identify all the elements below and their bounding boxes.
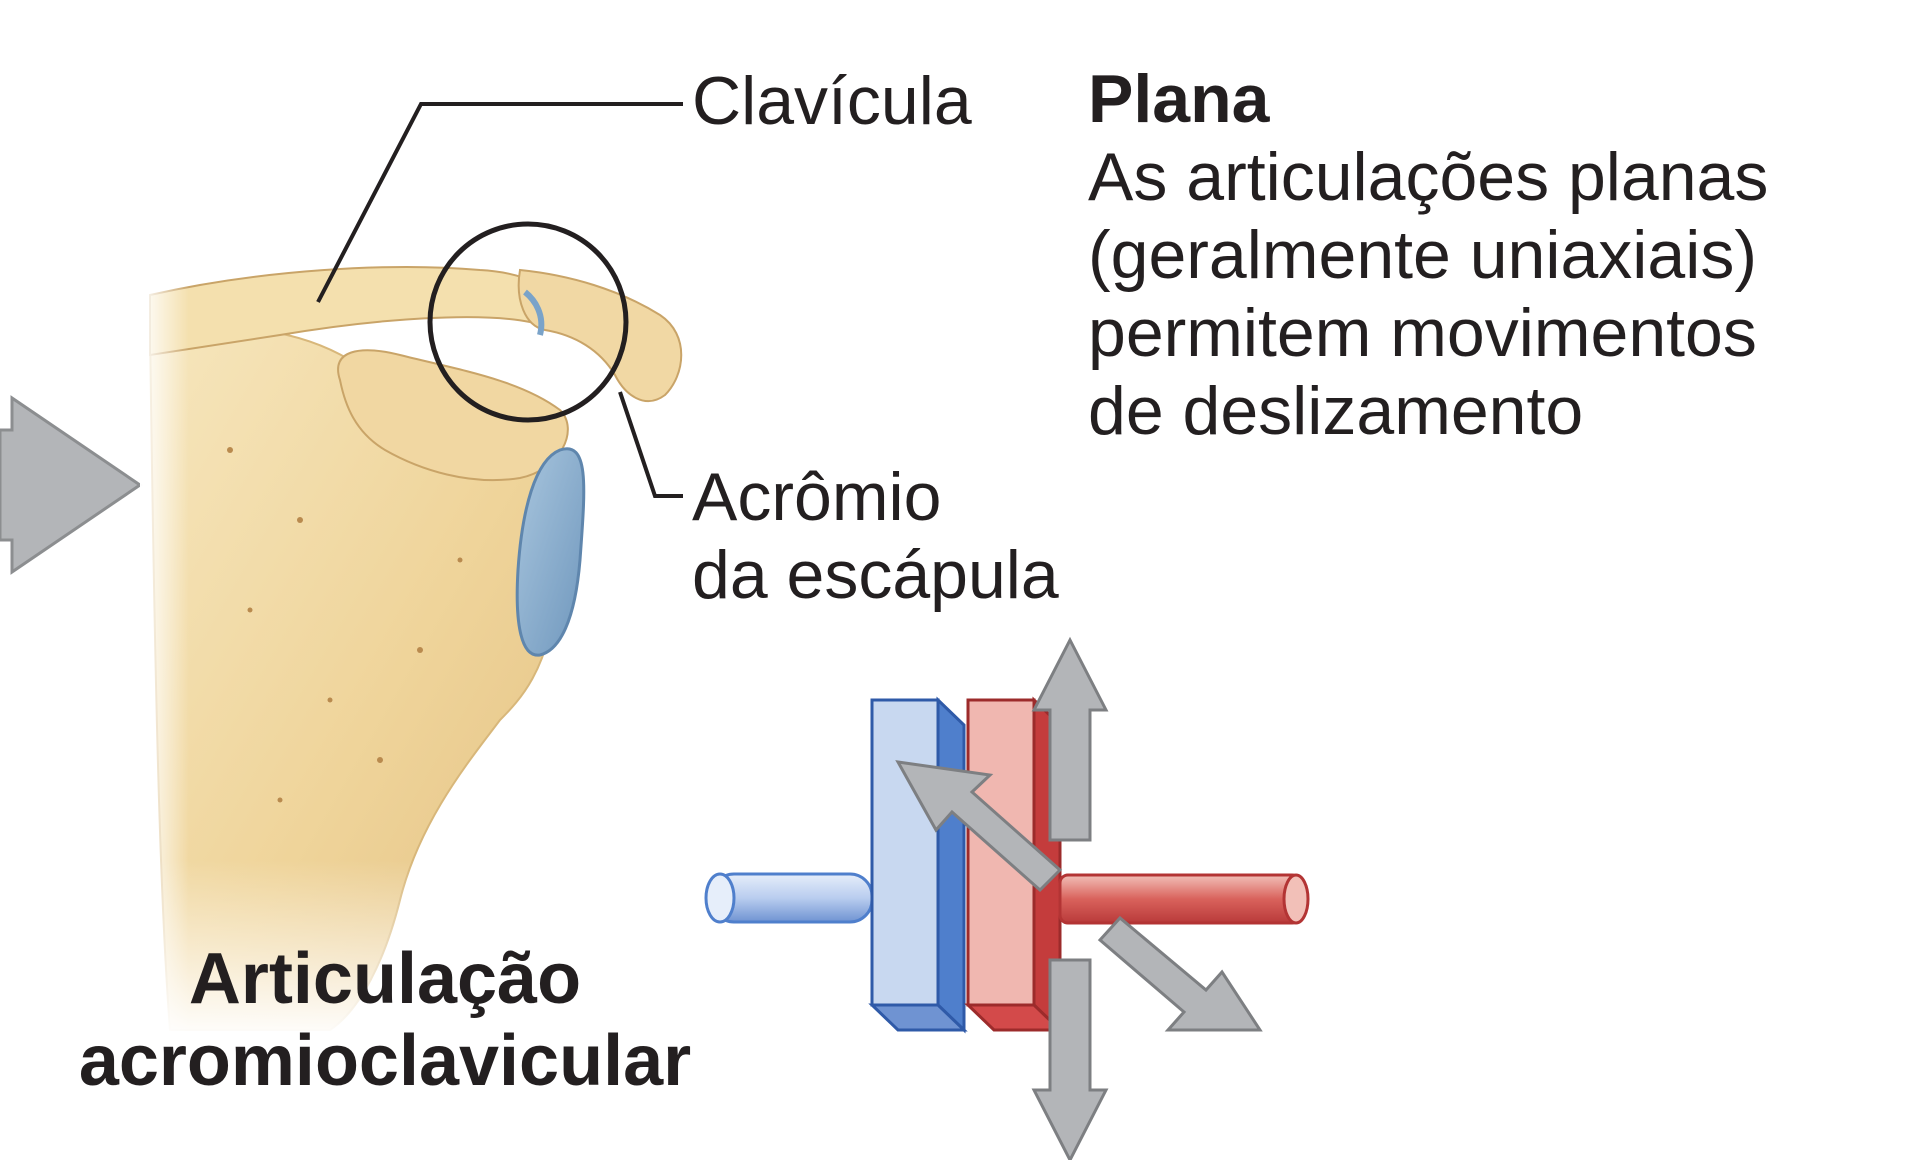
description-line: (geralmente uniaxiais)	[1088, 217, 1757, 293]
acromio-label	[692, 458, 1059, 614]
figure-caption	[0, 938, 770, 1102]
description-line: permitem movimentos	[1088, 295, 1757, 371]
acromio-label-line2: da escápula	[692, 537, 1059, 613]
joint-type-description	[1088, 60, 1768, 450]
description-line: de deslizamento	[1088, 373, 1584, 449]
pointer-arrow-icon	[0, 398, 140, 572]
caption-line2: acromioclavicular	[78, 1021, 692, 1101]
acromio-label-line1: Acrômio	[692, 459, 942, 535]
joint-type-title: Plana	[1088, 61, 1270, 137]
description-line: As articulações planas	[1088, 139, 1769, 215]
caption-line1: Articulação	[188, 939, 582, 1019]
clavicula-label: Clavícula	[692, 63, 972, 139]
acromio-leader-line	[620, 392, 683, 496]
acromion-process	[519, 270, 682, 401]
plane-joint-model	[706, 640, 1308, 1160]
arrow-down-right-icon	[1100, 918, 1260, 1030]
